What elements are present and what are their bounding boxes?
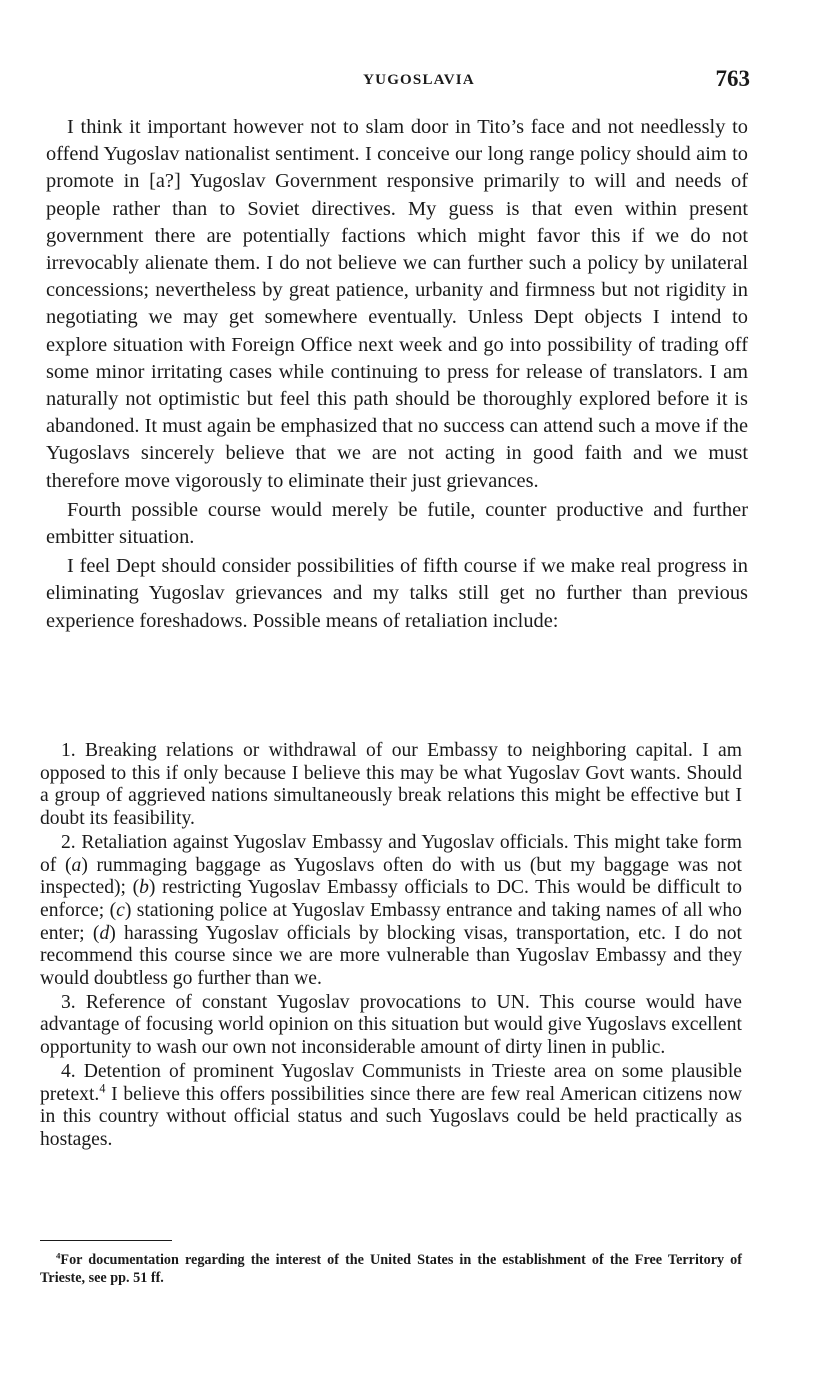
page-number: 763 [715,66,750,91]
footnote-rule [40,1240,172,1241]
list-item-text: I believe this offers possibilities since there are few real American citizens now in this country without official status and such Yugoslavs could be held practically as hostages. [40,1083,742,1150]
paragraph-tito-policy: I think it important however not to slam door in Tito’s face and not needlessly to offend Yugoslav nationalist sentiment. I conceive our long range policy should aim to promote in [a?] Yugoslav Government responsive primarily to will and needs of people rather than to Soviet directives. My guess is that even within present government there are potentially factions which might favor this if we do not irrevocably alienate them. I do not believe we can further such a policy by unilateral concessions; nevertheless by great patience, urbanity and firmness but not rigidity in negotiating we may get somewhere eventually. Unless Dept objects I intend to explore situation with Foreign Office next week and go into possibility of trading off some minor irritating cases while continuing to press for release of translators. I am naturally not optimistic but feel this path should be thoroughly explored before it is abandoned. It must again be emphasized that no success can attend such a move if the Yugoslavs sincerely believe that we are not acting in good faith and we must therefore move vigorously to eliminate their just grievances. [46,116,748,492]
list-item-text: Reference of constant Yugoslav provocations to UN. This course would have advantage of focusing world opinion on this situation but would give Yugoslavs excellent opportunity to wash our own not inconsiderable amount of dirty linen in public. [40,991,742,1059]
list-item-number: 3. [61,991,76,1013]
body-text [46,114,748,635]
footnote-reference[interactable]: 4 [99,1081,106,1096]
list-item-number: 1. [61,740,76,761]
option-mark-b: b [139,877,149,899]
list-item-number: 4. [61,1060,76,1082]
option-mark-a: a [71,854,82,876]
list-item-1 [40,740,742,831]
retaliation-list [40,740,742,1152]
list-item-text: Detention of prominent Yugoslav Communists in Trieste area on some plausible pretext. [40,1060,742,1105]
paragraph-fifth-course: I feel Dept should consider possibilities of fifth course if we make real progress in eliminating Yugoslav grievances and my talks still get no further than previous experience foreshadows. Possible means of retaliation include: [46,555,748,632]
running-title: YUGOSLAVIA [363,72,475,88]
footnote [40,1251,742,1287]
list-item-text: ) restricting Yugoslav Embassy officials to DC. This would be difficult to enforce; ( [40,877,742,921]
list-item-4 [40,1061,742,1152]
list-item-text: ) rummaging baggage as Yugoslavs often do with us (but my baggage was not inspected); ( [40,854,742,899]
paragraph-fourth-course: Fourth possible course would merely be futile, counter productive and further embitter situation. [46,498,748,549]
list-item-2 [40,832,742,991]
list-item-text: Breaking relations or withdrawal of our Embassy to neighboring capital. I am opposed to this if only because I believe this may be what Yugoslav Govt wants. Should a group of aggrieved nations simultaneously break relations this might be effective but I doubt its feasibility. [40,740,742,830]
footnote-marker: 4 [56,1250,61,1261]
list-item-text: ) stationing police at Yugoslav Embassy entrance and taking names of all who enter; ( [40,899,742,944]
option-mark-d: d [99,922,110,944]
running-head [0,62,838,98]
list-item-3 [40,992,742,1060]
list-item-text: Retaliation against Yugoslav Embassy and Yugoslav officials. This might take form of ( [40,831,742,876]
option-mark-c: c [116,899,125,921]
footnote-text: For documentation regarding the interest of the United States in the establishment of the Free Territory of Trieste, see pp. 51 ff. [40,1252,742,1286]
list-item-text: ) harassing Yugoslav officials by blocking visas, transportation, etc. I do not recommend this course since we are more vulnerable than Yugoslav Embassy and they would doubtless go further than we. [40,922,742,990]
list-item-number: 2. [61,831,76,853]
